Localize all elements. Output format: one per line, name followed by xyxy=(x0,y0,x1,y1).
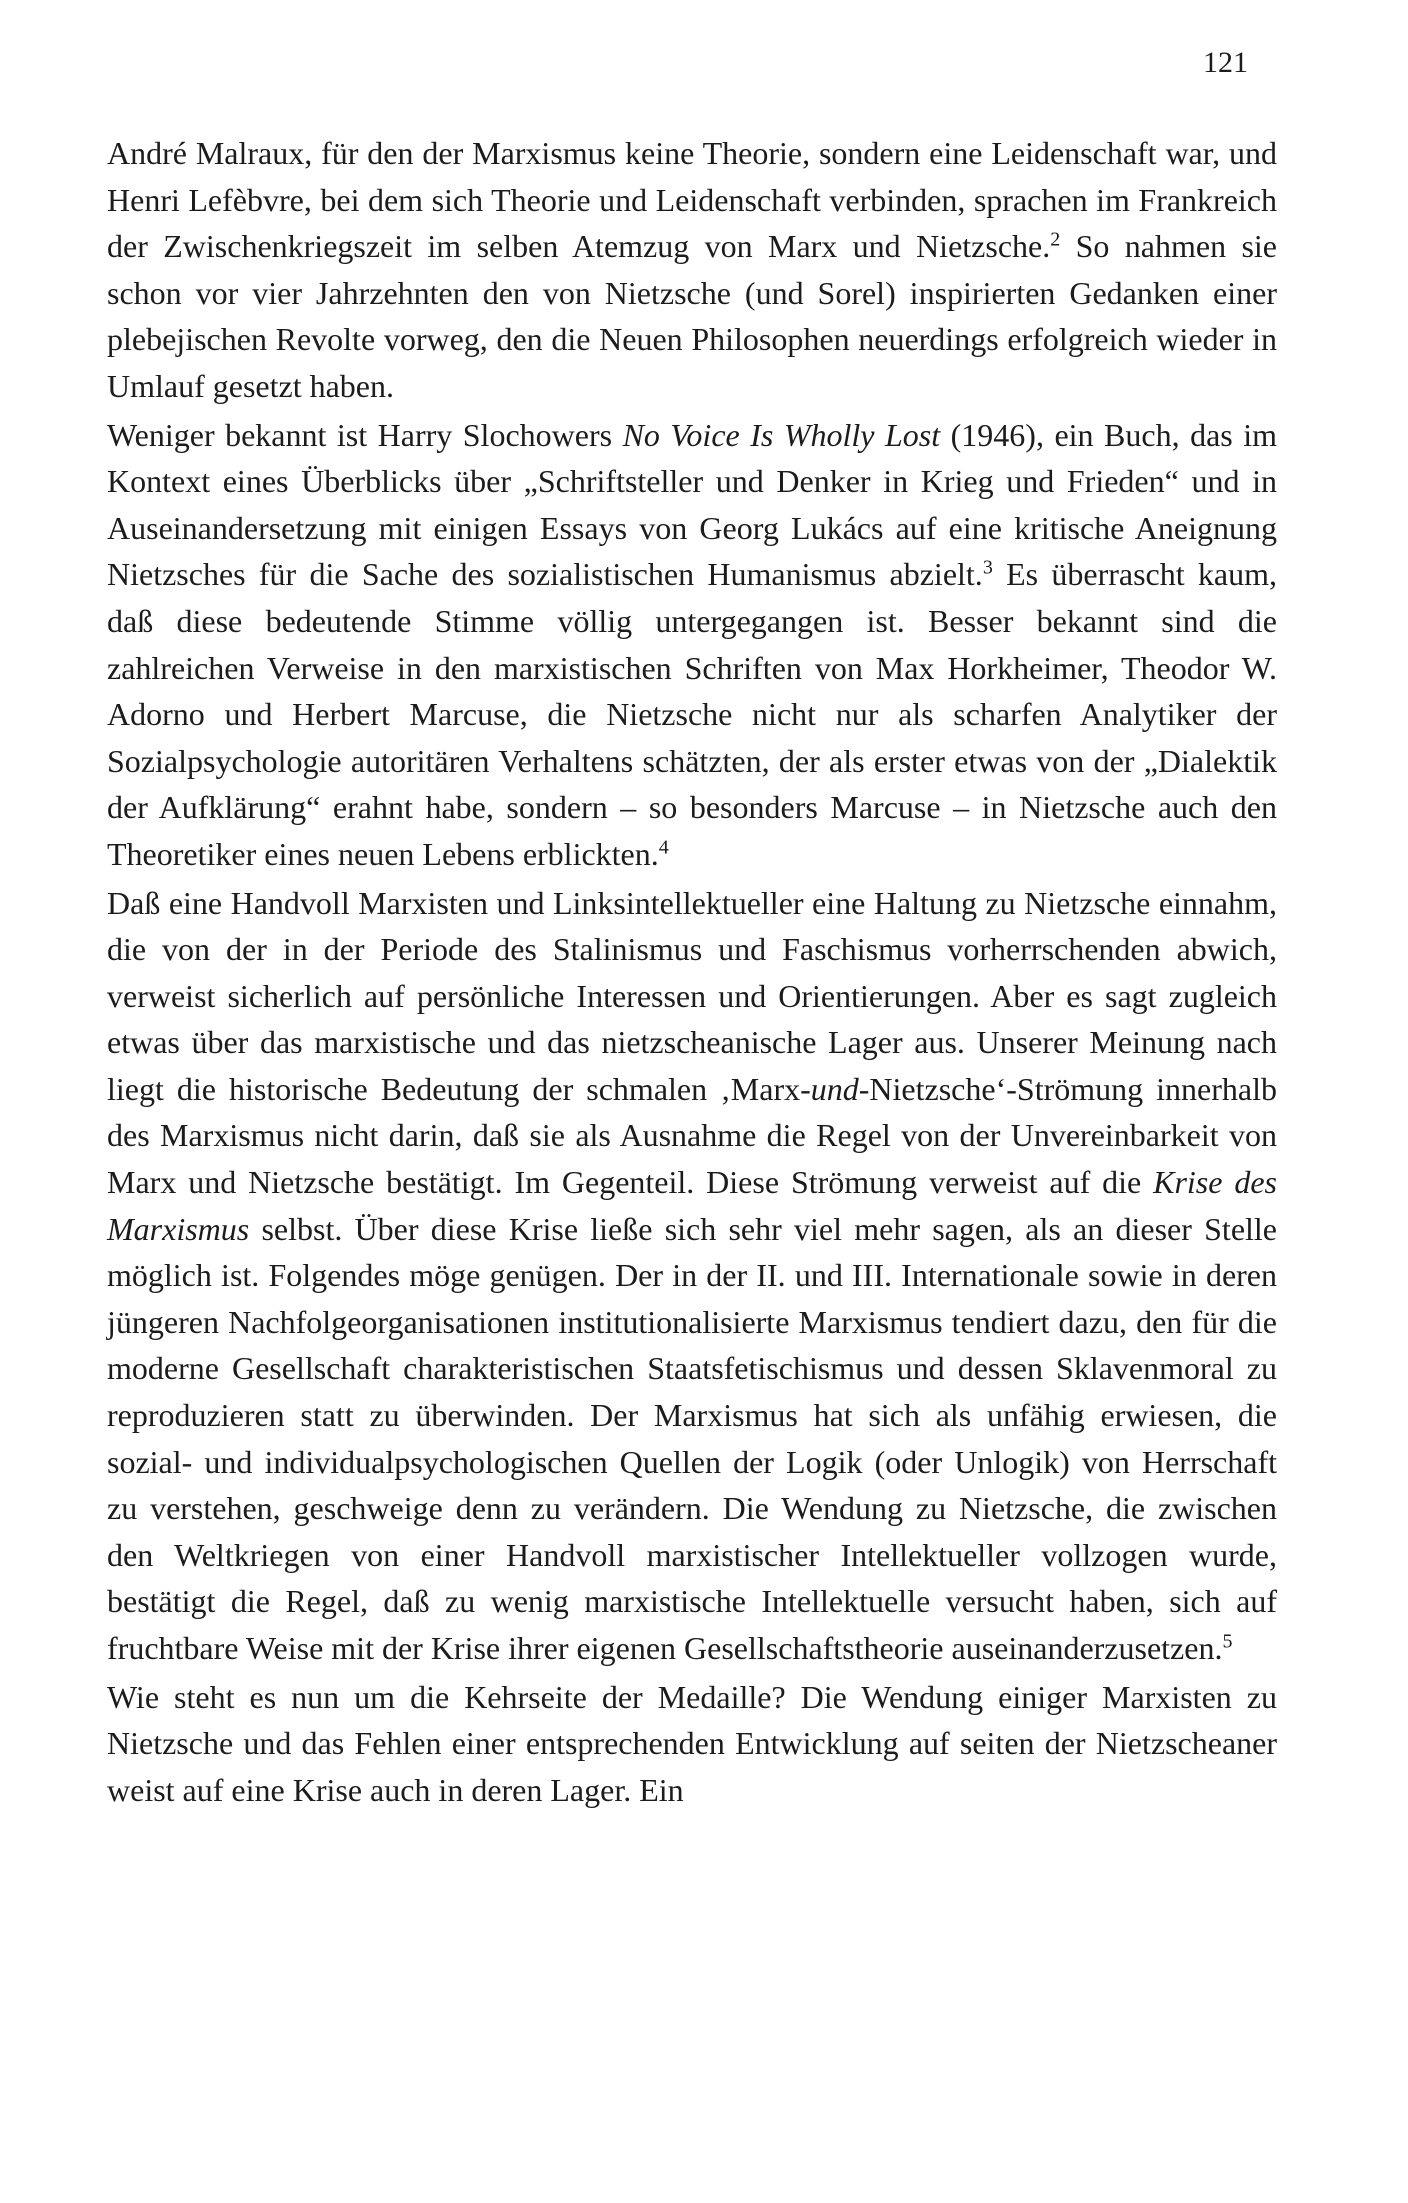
footnote-marker-5: 5 xyxy=(1222,1630,1233,1653)
footnote-marker-3: 3 xyxy=(982,556,993,579)
footnote-marker-4: 4 xyxy=(658,836,669,859)
paragraph-slochower xyxy=(107,412,1277,878)
paragraph-malraux-lefebvre xyxy=(107,130,1277,410)
footnote-marker-2: 2 xyxy=(1050,228,1061,251)
body-text xyxy=(107,130,1277,1813)
paragraph-kehrseite xyxy=(107,1674,1277,1814)
page-number: 121 xyxy=(1203,46,1248,79)
text-segment: (1946), ein Buch, das im Kontext eines Überblicks über „Schriftsteller und Denker in Krieg und Frieden“ und in Auseinandersetzung mit einigen Essays von Georg Lukács auf eine kritische Aneignung Nietzsches für die Sache des sozialistischen Humanismus abzielt. xyxy=(107,416,1278,593)
emphasis-italic: Krise des Marxismus xyxy=(107,1164,1278,1247)
emphasis-italic: und xyxy=(810,1070,859,1107)
text-segment: selbst. Über diese Krise ließe sich sehr viel mehr sagen, als an dieser Stelle möglich ist. Folgendes möge genügen. Der in der II. und III. Internationale sowie in deren jüngeren Nachfolgeorganisationen institutionalisierte Marxismus tendiert dazu, den für die moderne Gesellschaft charakteristischen Staatsfetischismus und dessen Sklavenmoral zu reproduzieren statt zu überwinden. Der Marxismus hat sich als unfähig erwiesen, die sozial- und individualpsychologischen Quellen der Logik (oder Unlogik) von Herrschaft zu verstehen, geschweige denn zu verändern. Die Wendung zu Nietzsche, die zwischen den Weltkriegen von einer Handvoll marxistischer Intellektueller vollzogen wurde, bestätigt die Regel, daß zu wenig marxistische Intellektuelle versucht haben, sich auf fruchtbare Weise mit der Krise ihrer eigenen Gesellschaftstheorie auseinanderzusetzen. xyxy=(107,1210,1277,1666)
text-segment: -Nietzsche‘-Strömung innerhalb des Marxismus nicht darin, daß sie als Ausnahme die Regel von der Unvereinbarkeit von Marx und Nietzsche bestätigt. Im Gegenteil. Diese Strömung verweist auf die xyxy=(107,1070,1277,1201)
text-segment: Es überrascht kaum, daß diese bedeutende Stimme völlig untergegangen ist. Besser bekannt sind die zahlreichen Verweise in den marxistischen Schriften von Max Horkheimer, Theodor W. Adorno und Herbert Marcuse, die Nietzsche nicht nur als scharfen Analytiker der Sozialpsychologie autoritären Verhaltens schätzten, der als erster etwas von der „Dialektik der Aufklärung“ erahnt habe, sondern – so besonders Marcuse – in Nietzsche auch den Theoretiker eines neuen Lebens erblickten. xyxy=(107,556,1278,872)
book-title-italic: No Voice Is Wholly Lost xyxy=(622,416,941,453)
text-segment: Daß eine Handvoll Marxisten und Linksintellektueller eine Haltung zu Nietzsche einnahm, die von der in der Periode des Stalinismus und Faschismus vorherrschenden abwich, verweist sicherlich auf persönliche Interessen und Orientierungen. Aber es sagt zugleich etwas über das marxistische und das nietzscheanische Lager aus. Unserer Meinung nach liegt die historische Bedeutung der schmalen ‚Marx- xyxy=(107,884,1277,1107)
text-segment: André Malraux, für den der Marxismus keine Theorie, sondern eine Leidenschaft war, und Henri Lefèbvre, bei dem sich Theorie und Leidenschaft verbinden, sprachen im Frankreich der Zwischenkriegszeit im selben Atemzug von Marx und Nietzsche. xyxy=(107,135,1277,265)
paragraph-krise-des-marxismus xyxy=(107,880,1277,1672)
text-segment: Wie steht es nun um die Kehrseite der Medaille? Die Wendung einiger Marxisten zu Nietzsche und das Fehlen einer entsprechenden Entwicklung auf seiten der Nietzscheaner weist auf eine Krise auch in deren Lager. Ein xyxy=(107,1678,1277,1808)
text-segment: So nahmen sie schon vor vier Jahrzehnten den von Nietzsche (und Sorel) inspirierten Gedanken einer plebejischen Revolte vorweg, den die Neuen Philosophen neuerdings erfolgreich wieder in Umlauf gesetzt haben. xyxy=(107,228,1278,404)
text-segment: Weniger bekannt ist Harry Slochowers xyxy=(107,416,623,453)
